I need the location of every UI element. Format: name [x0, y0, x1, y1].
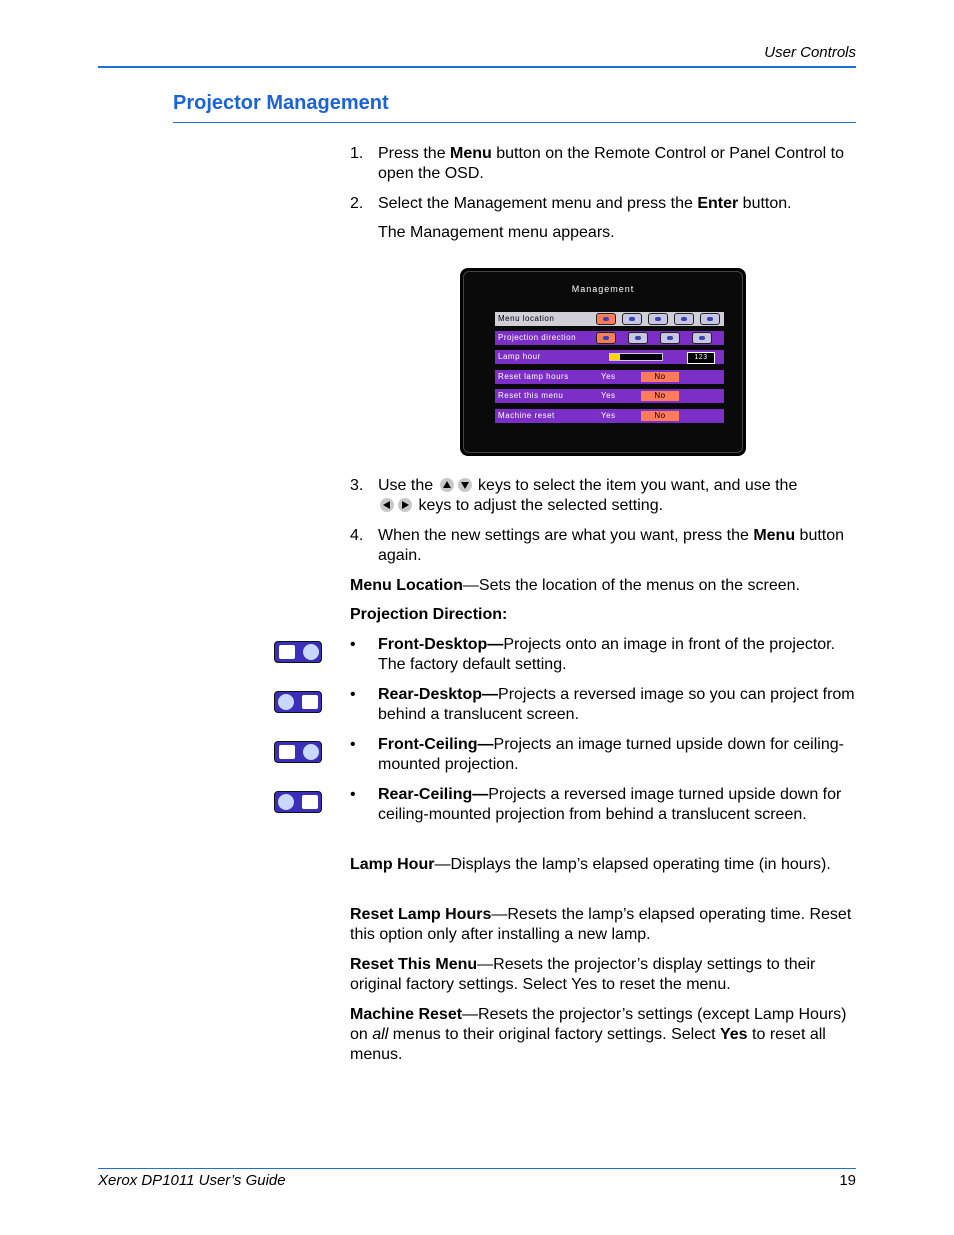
- osd-row-projection-direction: [495, 331, 724, 345]
- front-ceiling-icon: [660, 332, 680, 344]
- front-ceiling-icon: [274, 741, 322, 763]
- osd-row-label: Lamp hour: [498, 352, 541, 361]
- step-result: The Management menu appears.: [378, 224, 615, 241]
- rear-desktop-icon: [628, 332, 648, 344]
- front-desktop-icon: [274, 641, 322, 663]
- step-text: Select the Management menu and press the Enter button.: [378, 195, 792, 212]
- osd-no-option: No: [641, 411, 679, 421]
- bullet-front-ceiling: Front-Ceiling—Projects an image turned upside down for ceiling-mounted projection.: [378, 736, 844, 773]
- osd-no-option: No: [641, 391, 679, 401]
- menu-location-icon: [648, 313, 668, 325]
- menu-location-description: Menu Location—Sets the location of the menus on the screen.: [350, 577, 800, 594]
- osd-no-option: No: [641, 372, 679, 382]
- rear-ceiling-icon: [274, 791, 322, 813]
- footer-rule: [98, 1168, 856, 1169]
- osd-yes-option: Yes: [601, 372, 616, 381]
- up-arrow-key-icon: [440, 478, 454, 492]
- bullet-front-desktop: Front-Desktop—Projects onto an image in front of the projector. The factory default setting.: [378, 636, 836, 673]
- lamp-hour-bar-fill: [610, 354, 620, 360]
- lamp-hour-description: Lamp Hour—Displays the lamp’s elapsed operating time (in hours).: [350, 856, 831, 873]
- front-desktop-icon: [596, 332, 616, 344]
- step-text: Use the keys to select the item you want, and use the keys to adjust the selected setting.: [378, 477, 798, 514]
- osd-row-reset-lamp-hours: [495, 370, 724, 384]
- page-title: Projector Management: [173, 92, 389, 114]
- title-rule: [173, 122, 856, 123]
- osd-row-label: Projection direction: [498, 333, 577, 342]
- osd-yes-option: Yes: [601, 391, 616, 400]
- osd-row-label: Machine reset: [498, 411, 555, 420]
- osd-title: Management: [571, 284, 635, 294]
- rear-ceiling-icon: [692, 332, 712, 344]
- bullet-rear-ceiling: Rear-Ceiling—Projects a reversed image turned upside down for ceiling-mounted projection from behind a translucent screen.: [378, 786, 842, 823]
- down-arrow-key-icon: [458, 478, 472, 492]
- running-header: User Controls: [764, 44, 856, 61]
- osd-row-label: Reset lamp hours: [498, 372, 569, 381]
- left-arrow-key-icon: [380, 498, 394, 512]
- osd-row-menu-location: [495, 312, 724, 326]
- menu-location-icon: [674, 313, 694, 325]
- menu-location-icon: [622, 313, 642, 325]
- lamp-hour-value: 123: [687, 352, 715, 364]
- osd-row-machine-reset: [495, 409, 724, 423]
- footer-title: Xerox DP1011 User’s Guide: [98, 1172, 286, 1189]
- step-number: 4.: [350, 527, 364, 544]
- bullet-marker: •: [350, 736, 356, 753]
- bullet-marker: •: [350, 786, 356, 803]
- osd-row-label: Menu location: [498, 314, 555, 323]
- right-arrow-key-icon: [398, 498, 412, 512]
- management-menu-screenshot: [460, 268, 746, 456]
- header-rule: [98, 66, 856, 68]
- step-text: When the new settings are what you want, press the Menu button again.: [378, 527, 845, 564]
- step-text: Press the Menu button on the Remote Control or Panel Control to open the OSD.: [378, 145, 845, 182]
- rear-desktop-icon: [274, 691, 322, 713]
- osd-row-label: Reset this menu: [498, 391, 564, 400]
- machine-reset-description: Machine Reset—Resets the projector’s settings (except Lamp Hours) on all menus to their original factory settings. Select Yes to reset all menus.: [350, 1006, 847, 1063]
- step-number: 1.: [350, 145, 364, 162]
- osd-yes-option: Yes: [601, 411, 616, 420]
- bullet-rear-desktop: Rear-Desktop—Projects a reversed image so you can project from behind a translucent screen.: [378, 686, 855, 723]
- reset-lamp-hours-description: Reset Lamp Hours—Resets the lamp’s elapsed operating time. Reset this option only after installing a new lamp.: [350, 906, 852, 943]
- bullet-marker: •: [350, 686, 356, 703]
- menu-location-icon: [596, 313, 616, 325]
- osd-row-lamp-hour: [495, 350, 724, 364]
- projection-direction-heading: Projection Direction:: [350, 606, 508, 623]
- bullet-marker: •: [350, 636, 356, 653]
- page-number: 19: [839, 1172, 856, 1189]
- step-number: 3.: [350, 477, 364, 494]
- step-number: 2.: [350, 195, 364, 212]
- reset-this-menu-description: Reset This Menu—Resets the projector’s display settings to their original factory settings. Select Yes to reset the menu.: [350, 956, 816, 993]
- osd-row-reset-this-menu: [495, 389, 724, 403]
- lamp-hour-bar: [609, 353, 663, 361]
- menu-location-icon: [700, 313, 720, 325]
